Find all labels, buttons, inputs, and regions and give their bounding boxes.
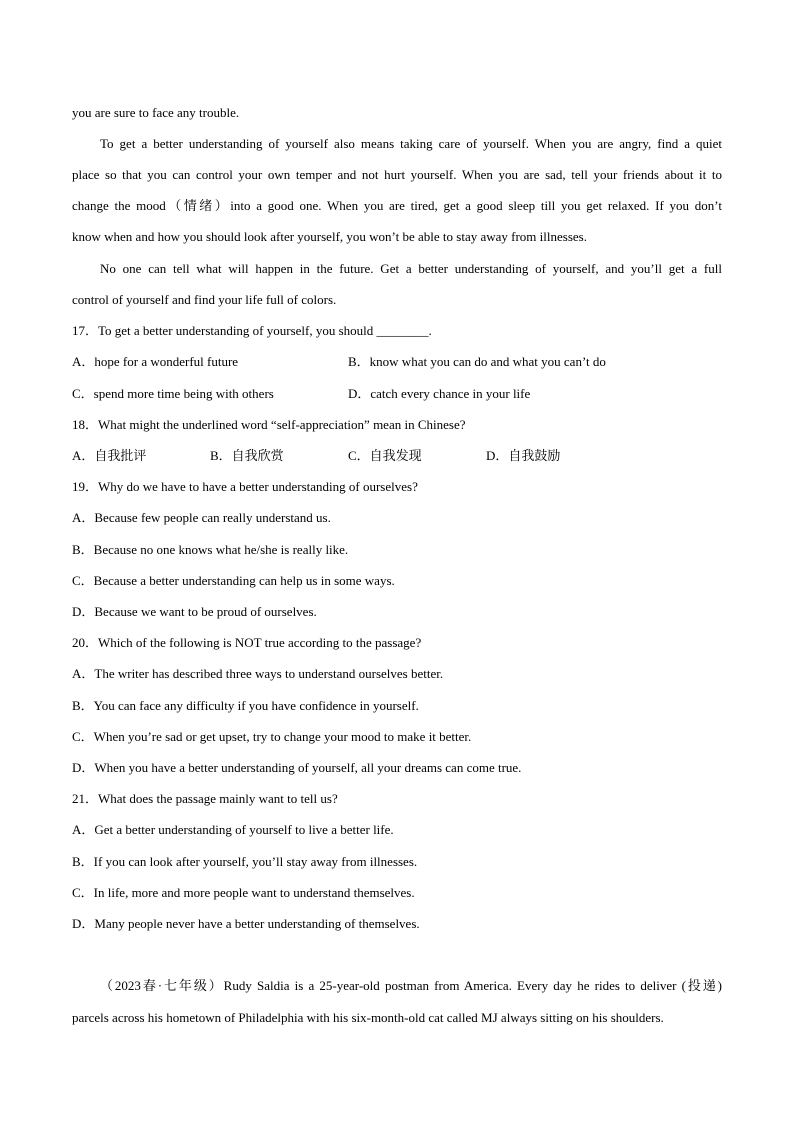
passage-line: place so that you can control your own temper and not hurt yourself. When you are sad, tell your friends about it to [72, 167, 722, 182]
option-d: D．catch every chance in your life [348, 386, 531, 401]
option-c: C．自我发现 [348, 448, 422, 463]
option-a: A．Get a better understanding of yourself to live a better life. [72, 822, 394, 837]
question-18-options [72, 448, 722, 464]
passage-line: change the mood（情绪）into a good one. When you are tired, get a good sleep till you get relaxed. If you don’t [72, 198, 722, 213]
option-d: D．Because we want to be proud of ourselves. [72, 604, 317, 619]
question-17-options-row1 [72, 354, 722, 370]
passage-line: To get a better understanding of yourself also means taking care of yourself. When you are angry, find a quiet [100, 136, 722, 151]
option-b: B．Because no one knows what he/she is really like. [72, 542, 349, 557]
passage-line: know when and how you should look after yourself, you won’t be able to stay away from illnesses. [72, 229, 587, 244]
passage-line: you are sure to face any trouble. [72, 105, 240, 120]
option-b: B．自我欣赏 [210, 448, 284, 463]
next-passage-line: （2023春·七年级）Rudy Saldia is a 25-year-old postman from America. Every day he rides to deliver (投递) [100, 978, 722, 993]
option-b: B．If you can look after yourself, you’ll stay away from illnesses. [72, 854, 418, 869]
passage-line: No one can tell what will happen in the future. Get a better understanding of yourself, and you’ll get a full [100, 261, 722, 276]
question-18-stem: 18．What might the underlined word “self-appreciation” mean in Chinese? [72, 417, 466, 432]
option-a: A．自我批评 [72, 448, 147, 463]
option-c: C．In life, more and more people want to understand themselves. [72, 885, 415, 900]
option-a: A．hope for a wonderful future [72, 354, 239, 369]
next-passage-line: parcels across his hometown of Philadelphia with his six-month-old cat called MJ always sitting on his shoulders. [72, 1010, 664, 1025]
option-c: C．When you’re sad or get upset, try to change your mood to make it better. [72, 729, 472, 744]
question-21-stem: 21．What does the passage mainly want to tell us? [72, 791, 338, 806]
option-a: A．The writer has described three ways to understand ourselves better. [72, 666, 444, 681]
question-20-stem: 20．Which of the following is NOT true according to the passage? [72, 635, 422, 650]
option-b: B．You can face any difficulty if you have confidence in yourself. [72, 698, 419, 713]
option-d: D．When you have a better understanding of yourself, all your dreams can come true. [72, 760, 522, 775]
option-c: C．Because a better understanding can help us in some ways. [72, 573, 395, 588]
question-19-stem: 19．Why do we have to have a better understanding of ourselves? [72, 479, 418, 494]
option-a: A．Because few people can really understand us. [72, 510, 331, 525]
option-d: D．Many people never have a better understanding of themselves. [72, 916, 420, 931]
option-d: D．自我鼓励 [486, 448, 561, 463]
option-b: B．know what you can do and what you can’t do [348, 354, 606, 369]
passage-line: control of yourself and find your life full of colors. [72, 292, 337, 307]
question-17-options-row2 [72, 386, 722, 402]
option-c: C．spend more time being with others [72, 386, 274, 401]
question-17-stem: 17．To get a better understanding of yourself, you should ________. [72, 323, 432, 338]
